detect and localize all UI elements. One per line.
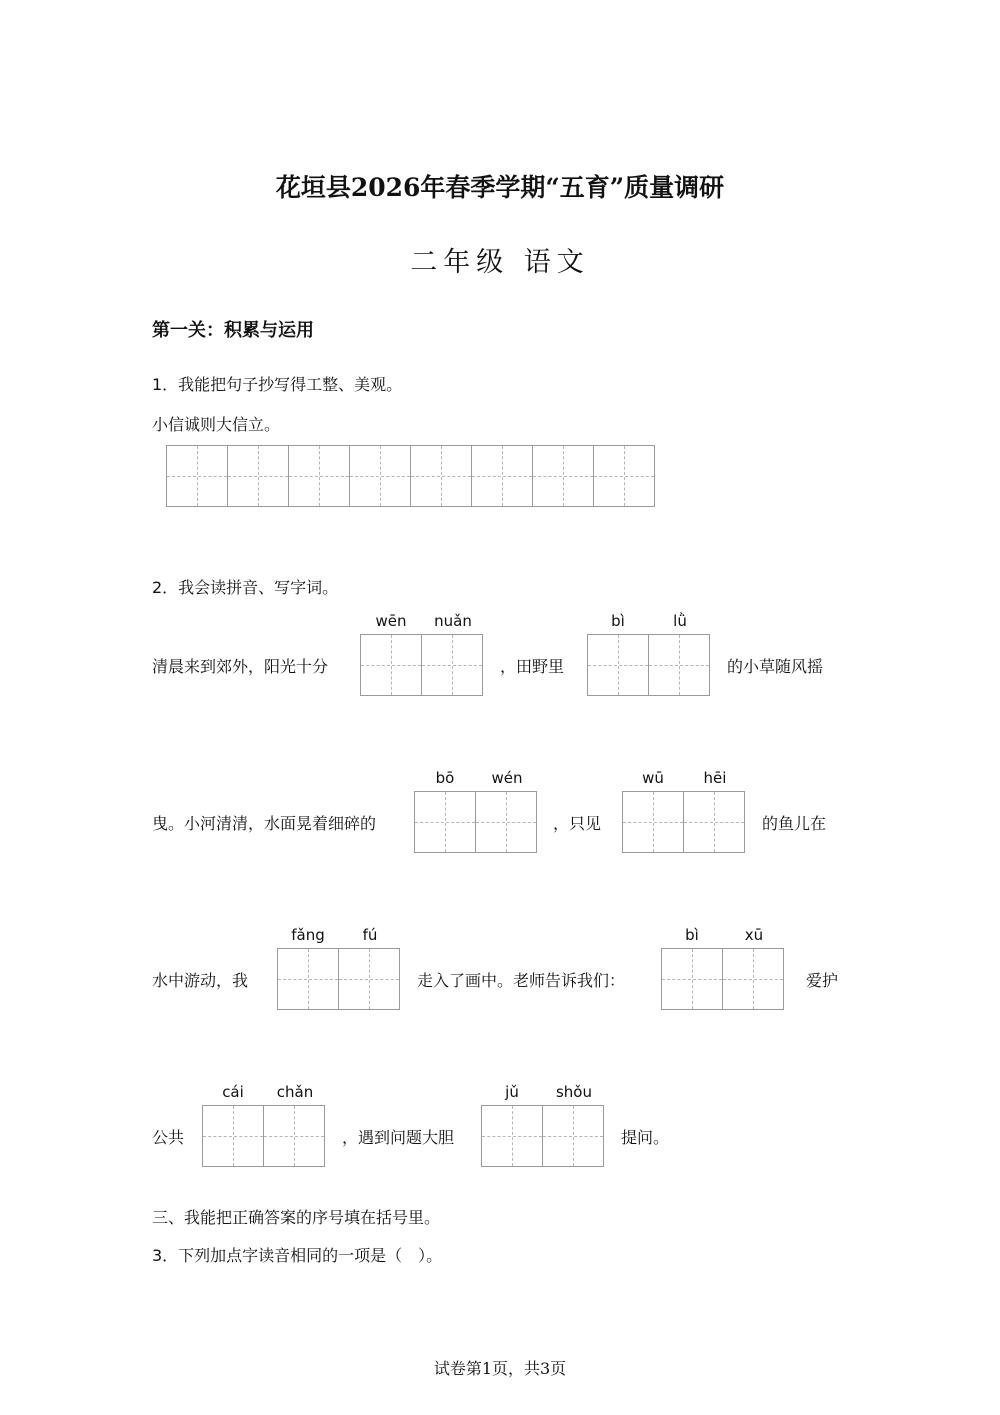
question-2-prompt: 2．我会读拼音、写字词。 bbox=[152, 578, 339, 597]
passage-text: 清晨来到郊外，阳光十分 bbox=[152, 657, 329, 676]
writing-cell[interactable] bbox=[471, 445, 533, 507]
passage-text: 公共 bbox=[152, 1128, 185, 1147]
passage-text: 爱护 bbox=[806, 971, 839, 990]
writing-cell[interactable] bbox=[360, 634, 422, 696]
pinyin-label: bō bbox=[435, 769, 455, 787]
writing-cell[interactable] bbox=[593, 445, 655, 507]
writing-cell[interactable] bbox=[277, 948, 339, 1010]
pinyin-label: bì bbox=[685, 926, 699, 944]
question-1-sentence: 小信诚则大信立。 bbox=[152, 415, 281, 434]
question-1-prompt: 1．我能把句子抄写得工整、美观。 bbox=[152, 375, 403, 394]
section-title-1: 第一关：积累与运用 bbox=[152, 320, 314, 341]
writing-cell[interactable] bbox=[202, 1105, 264, 1167]
passage-text: 水中游动，我 bbox=[152, 971, 249, 990]
answer-grid-wen-nuan[interactable] bbox=[360, 634, 482, 696]
writing-cell[interactable] bbox=[338, 948, 400, 1010]
writing-cell[interactable] bbox=[227, 445, 289, 507]
answer-grid-ju-shou[interactable] bbox=[481, 1105, 603, 1167]
writing-cell[interactable] bbox=[622, 791, 684, 853]
writing-cell[interactable] bbox=[661, 948, 723, 1010]
pinyin-label: jǔ bbox=[505, 1083, 519, 1101]
pinyin-label: fǎng bbox=[291, 926, 325, 944]
passage-text: 提问。 bbox=[621, 1128, 670, 1147]
passage-text: 的小草随风摇 bbox=[727, 657, 824, 676]
passage-text: ，只见 bbox=[553, 814, 602, 833]
exam-subtitle: 二年级 语文 bbox=[410, 247, 590, 278]
writing-cell[interactable] bbox=[683, 791, 745, 853]
writing-cell[interactable] bbox=[414, 791, 476, 853]
answer-grid-bo-wen[interactable] bbox=[414, 791, 536, 853]
writing-cell[interactable] bbox=[475, 791, 537, 853]
pinyin-label: chǎn bbox=[276, 1083, 314, 1101]
passage-text: ，遇到问题大胆 bbox=[342, 1128, 455, 1147]
writing-cell[interactable] bbox=[263, 1105, 325, 1167]
pinyin-label: lǜ bbox=[673, 612, 687, 630]
answer-grid-fang-fu[interactable] bbox=[277, 948, 399, 1010]
writing-cell[interactable] bbox=[410, 445, 472, 507]
writing-cell[interactable] bbox=[481, 1105, 543, 1167]
passage-text: ，田野里 bbox=[500, 657, 565, 676]
writing-cell[interactable] bbox=[166, 445, 228, 507]
answer-grid-wu-hei[interactable] bbox=[622, 791, 744, 853]
page-footer: 试卷第1页，共3页 bbox=[433, 1359, 567, 1378]
pinyin-label: cái bbox=[222, 1083, 244, 1101]
writing-cell[interactable] bbox=[722, 948, 784, 1010]
pinyin-label: fú bbox=[362, 926, 378, 944]
pinyin-label: wén bbox=[491, 769, 523, 787]
answer-grid-bi-xu[interactable] bbox=[661, 948, 783, 1010]
writing-cell[interactable] bbox=[648, 634, 710, 696]
pinyin-label: wū bbox=[642, 769, 664, 787]
pinyin-label: nuǎn bbox=[434, 612, 472, 630]
writing-cell[interactable] bbox=[587, 634, 649, 696]
writing-cell[interactable] bbox=[421, 634, 483, 696]
pinyin-label: shǒu bbox=[555, 1083, 592, 1101]
pinyin-label: wēn bbox=[375, 612, 407, 630]
writing-cell[interactable] bbox=[349, 445, 411, 507]
copy-writing-grid[interactable] bbox=[166, 445, 654, 507]
passage-text: 走入了画中。老师告诉我们： bbox=[417, 971, 626, 990]
passage-text: 曳。小河清清，水面晃着细碎的 bbox=[152, 814, 377, 833]
answer-grid-cai-chan[interactable] bbox=[202, 1105, 324, 1167]
question-3-prompt: 3．下列加点字读音相同的一项是（ ）。 bbox=[152, 1246, 443, 1265]
pinyin-label: bì bbox=[611, 612, 625, 630]
passage-text: 的鱼儿在 bbox=[762, 814, 827, 833]
exam-title: 花垣县2026年春季学期“五育”质量调研 bbox=[275, 173, 725, 202]
pinyin-label: xū bbox=[744, 926, 764, 944]
writing-cell[interactable] bbox=[288, 445, 350, 507]
pinyin-label: hēi bbox=[703, 769, 727, 787]
section-title-3: 三、我能把正确答案的序号填在括号里。 bbox=[152, 1208, 441, 1227]
writing-cell[interactable] bbox=[532, 445, 594, 507]
answer-grid-bi-lu[interactable] bbox=[587, 634, 709, 696]
writing-cell[interactable] bbox=[542, 1105, 604, 1167]
